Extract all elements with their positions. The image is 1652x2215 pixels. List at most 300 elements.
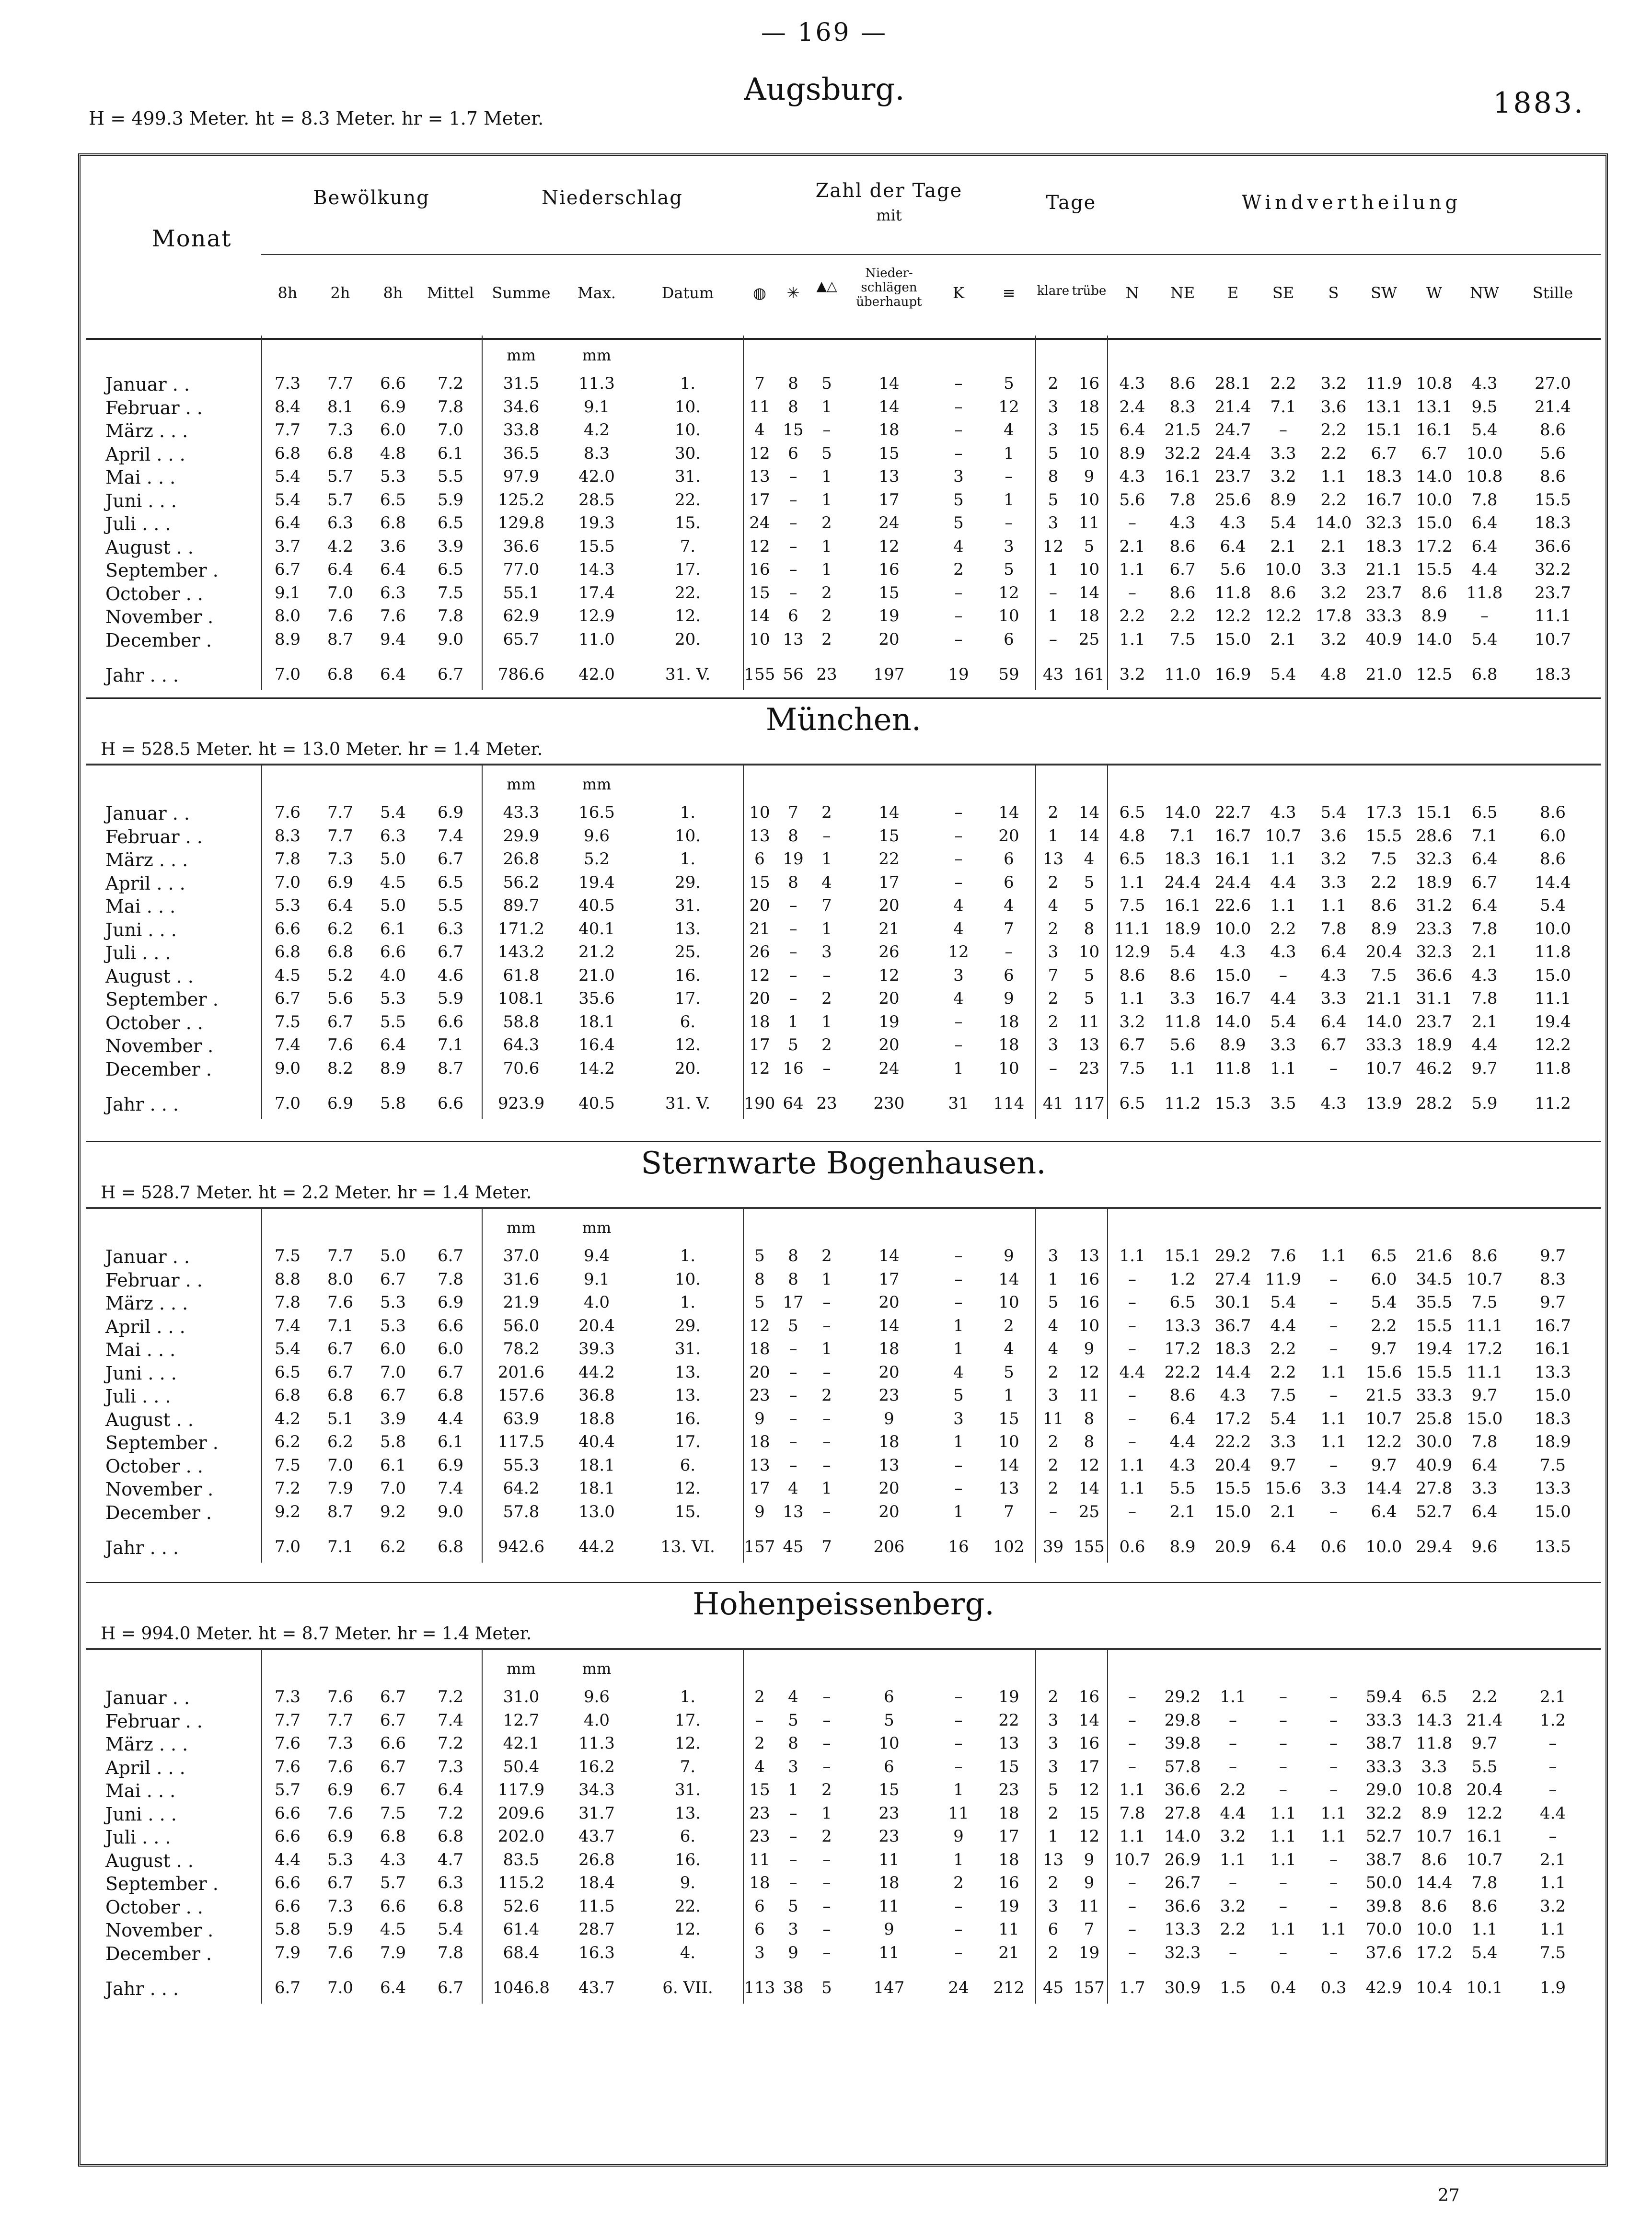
cell-wind-s: – xyxy=(1329,1710,1338,1730)
cell-wind-stille: 27.0 xyxy=(1535,374,1571,393)
cell-wind-n: 7.8 xyxy=(1119,1803,1145,1823)
cell-wind-w: 18.9 xyxy=(1416,872,1453,892)
cell-wind-n: 6.4 xyxy=(1119,420,1145,440)
cell-nied-summe: 58.8 xyxy=(503,1012,540,1032)
cell-nied-max: 44.2 xyxy=(578,1537,615,1556)
cell-nied-max: 16.3 xyxy=(578,1943,615,1962)
cell-truebe: 9 xyxy=(1084,467,1095,486)
cell-tage-niederschlag: 12 xyxy=(878,536,900,556)
cell-wind-stille: 21.4 xyxy=(1535,397,1571,417)
cell-wind-ne: 8.9 xyxy=(1169,1537,1196,1556)
cell-tage-nebel: 17 xyxy=(998,1827,1019,1846)
section-separator xyxy=(86,1582,1601,1583)
cell-wind-n: 1.7 xyxy=(1119,1978,1145,1997)
cell-truebe: 8 xyxy=(1084,1409,1095,1428)
cell-wind-ne: 8.6 xyxy=(1169,583,1196,603)
cell-bew-mittel: 4.4 xyxy=(437,1409,464,1428)
cell-tage-niederschlag: 6 xyxy=(884,1687,894,1706)
cell-tage-nebel: 12 xyxy=(998,583,1019,603)
cell-nied-max: 28.7 xyxy=(578,1920,615,1939)
cell-truebe: 10 xyxy=(1078,490,1100,510)
cell-tage-nebel: – xyxy=(1005,467,1013,486)
cell-wind-ne: 13.3 xyxy=(1164,1920,1201,1939)
cell-nied-datum: 31. xyxy=(674,896,701,915)
cell-tage-nebel: 4 xyxy=(1004,896,1014,915)
cell-tage-hagel: 2 xyxy=(821,629,832,649)
cell-wind-w: 34.5 xyxy=(1416,1269,1453,1289)
cell-bew-8h-evening: 4.3 xyxy=(380,1850,406,1869)
cell-tage-nebel: 6 xyxy=(1004,965,1014,985)
cell-bew-mittel: 7.4 xyxy=(437,826,464,846)
cell-tage-nebel: 10 xyxy=(998,1058,1019,1078)
cell-klare: 1 xyxy=(1048,1269,1059,1289)
cell-wind-w: 8.9 xyxy=(1421,1803,1447,1823)
cell-klare: 2 xyxy=(1048,1943,1059,1962)
cell-bew-2h: 7.6 xyxy=(327,1803,354,1823)
cell-wind-n: 1.1 xyxy=(1119,872,1145,892)
cell-tage-schnee: 17 xyxy=(783,1293,804,1312)
cell-wind-n: – xyxy=(1128,1920,1136,1939)
cell-tage-gewitter: – xyxy=(954,374,963,393)
cell-wind-ne: 39.8 xyxy=(1164,1734,1201,1753)
cell-wind-s: 1.1 xyxy=(1320,1827,1347,1846)
cell-wind-nw: 2.2 xyxy=(1471,1687,1498,1706)
cell-bew-2h: 6.7 xyxy=(327,1012,354,1032)
cell-nied-summe: 129.8 xyxy=(497,513,545,533)
cell-tage-nebel: 4 xyxy=(1004,420,1014,440)
cell-bew-8h: 9.1 xyxy=(274,583,301,603)
cell-tage-schnee: 9 xyxy=(788,1943,798,1962)
cell-wind-sw: 42.9 xyxy=(1365,1978,1402,1997)
cell-wind-n: 1.1 xyxy=(1119,1246,1145,1265)
table-row xyxy=(86,1059,1601,1082)
cell-tage-gewitter: 4 xyxy=(953,1362,964,1382)
cell-wind-n: 4.3 xyxy=(1119,374,1145,393)
cell-tage-schnee: – xyxy=(789,490,797,510)
cell-wind-w: 21.6 xyxy=(1416,1246,1453,1265)
cell-wind-ne: 4.3 xyxy=(1169,513,1196,533)
cell-tage-regen: 15 xyxy=(749,872,770,892)
section-separator xyxy=(86,1141,1601,1142)
cell-tage-niederschlag: 6 xyxy=(884,1757,894,1776)
cell-wind-stille: 1.2 xyxy=(1539,1710,1566,1730)
cell-bew-8h-evening: 6.4 xyxy=(380,1035,406,1055)
cell-wind-stille: 5.4 xyxy=(1539,896,1566,915)
cell-tage-regen: 4 xyxy=(754,1757,765,1776)
cell-tage-gewitter: 5 xyxy=(953,1386,964,1405)
cell-tage-hagel: 1 xyxy=(821,397,832,417)
cell-tage-schnee: 15 xyxy=(783,420,804,440)
month-label: October . . xyxy=(105,1012,203,1033)
cell-nied-datum: 10. xyxy=(674,420,701,440)
cell-tage-regen: 17 xyxy=(749,1035,770,1055)
cell-wind-nw: 5.4 xyxy=(1471,629,1498,649)
cell-tage-regen: 3 xyxy=(754,1943,765,1962)
month-label: Januar . . xyxy=(105,803,190,824)
cell-tage-nebel: 114 xyxy=(993,1094,1025,1113)
cell-nied-summe: 117.9 xyxy=(497,1780,545,1799)
cell-wind-sw: 33.3 xyxy=(1365,1035,1402,1055)
cell-wind-nw: 2.1 xyxy=(1471,942,1498,962)
month-label: Juni . . . xyxy=(105,1803,177,1825)
cell-wind-n: 7.5 xyxy=(1119,896,1145,915)
cell-tage-schnee: 8 xyxy=(788,1734,798,1753)
cell-bew-mittel: 6.9 xyxy=(437,1455,464,1475)
cell-nied-max: 31.7 xyxy=(578,1803,615,1823)
cell-klare: 2 xyxy=(1048,872,1059,892)
table-row xyxy=(86,467,1601,490)
cell-bew-8h-evening: 6.6 xyxy=(380,1896,406,1916)
cell-bew-8h-evening: 7.0 xyxy=(380,1479,406,1498)
cell-nied-max: 11.3 xyxy=(578,374,615,393)
cell-wind-stille: 15.5 xyxy=(1535,490,1571,510)
cell-wind-se: 4.3 xyxy=(1270,942,1296,962)
cell-wind-se: 5.4 xyxy=(1270,1012,1296,1032)
cell-tage-nebel: – xyxy=(1005,513,1013,533)
cell-wind-sw: 12.2 xyxy=(1365,1432,1402,1451)
cell-tage-gewitter: 4 xyxy=(953,919,964,939)
cell-klare: 1 xyxy=(1048,560,1059,579)
cell-wind-se: – xyxy=(1279,965,1287,985)
cell-bew-mittel: 6.4 xyxy=(437,1780,464,1799)
cell-wind-stille: 15.0 xyxy=(1535,1502,1571,1521)
cell-wind-sw: 2.2 xyxy=(1371,1316,1397,1335)
cell-wind-ne: 5.5 xyxy=(1169,1479,1196,1498)
cell-wind-se: 7.5 xyxy=(1270,1386,1296,1405)
cell-tage-niederschlag: 19 xyxy=(878,1012,900,1032)
cell-tage-schnee: 7 xyxy=(788,803,798,822)
cell-tage-niederschlag: 15 xyxy=(878,1780,900,1799)
cell-wind-se: 2.1 xyxy=(1270,629,1296,649)
cell-nied-summe: 56.2 xyxy=(503,872,540,892)
month-label: Jahr . . . xyxy=(105,665,179,686)
cell-wind-e: 4.3 xyxy=(1220,942,1246,962)
cell-bew-mittel: 6.7 xyxy=(437,665,464,684)
cell-wind-sw: 21.5 xyxy=(1365,1386,1402,1405)
month-label: December . xyxy=(105,1502,212,1523)
cell-klare: 39 xyxy=(1042,1537,1064,1556)
cell-wind-s: 2.2 xyxy=(1320,443,1347,463)
cell-tage-schnee: – xyxy=(789,536,797,556)
header-windvertheilung: Windvertheilung xyxy=(1241,192,1462,214)
cell-wind-sw: 15.1 xyxy=(1365,420,1402,440)
cell-tage-hagel: 3 xyxy=(821,942,832,962)
col-tage-nebel-icon: ≡ xyxy=(1002,284,1016,302)
cell-wind-nw: 7.8 xyxy=(1471,490,1498,510)
cell-bew-2h: 7.6 xyxy=(327,1035,354,1055)
total-row xyxy=(86,1094,1601,1117)
cell-wind-se: – xyxy=(1279,1757,1287,1776)
cell-klare: 3 xyxy=(1048,397,1059,417)
cell-tage-schnee: 5 xyxy=(788,1710,798,1730)
cell-nied-summe: 31.6 xyxy=(503,1269,540,1289)
cell-wind-nw: 4.4 xyxy=(1471,560,1498,579)
cell-nied-summe: 942.6 xyxy=(497,1537,545,1556)
cell-tage-nebel: 212 xyxy=(993,1978,1025,1997)
header-monat: Monat xyxy=(151,225,232,252)
cell-nied-datum: 13. VI. xyxy=(660,1537,715,1556)
cell-truebe: 161 xyxy=(1074,665,1105,684)
cell-wind-w: 6.5 xyxy=(1421,1687,1447,1706)
table-row xyxy=(86,397,1601,420)
cell-tage-nebel: 18 xyxy=(998,1850,1019,1869)
cell-wind-stille: 1.9 xyxy=(1539,1978,1566,1997)
table-row xyxy=(86,1711,1601,1734)
cell-tage-schnee: – xyxy=(789,1386,797,1405)
cell-wind-se: 0.4 xyxy=(1270,1978,1296,1997)
cell-wind-stille: 8.6 xyxy=(1539,849,1566,869)
cell-wind-n: 1.1 xyxy=(1119,989,1145,1008)
month-label: Juni . . . xyxy=(105,1362,177,1384)
cell-tage-niederschlag: 23 xyxy=(878,1803,900,1823)
cell-wind-w: 17.2 xyxy=(1416,1943,1453,1962)
cell-tage-schnee: 8 xyxy=(788,872,798,892)
cell-wind-se: 2.2 xyxy=(1270,1339,1296,1358)
cell-bew-mittel: 6.8 xyxy=(437,1896,464,1916)
cell-wind-se: – xyxy=(1279,1780,1287,1799)
cell-wind-sw: 29.0 xyxy=(1365,1780,1402,1799)
cell-nied-datum: 31. V. xyxy=(665,665,711,684)
cell-wind-w: 8.9 xyxy=(1421,606,1447,626)
cell-tage-gewitter: – xyxy=(954,629,963,649)
cell-tage-nebel: 7 xyxy=(1004,919,1014,939)
cell-bew-mittel: 5.5 xyxy=(437,467,464,486)
cell-klare: 2 xyxy=(1048,1687,1059,1706)
cell-wind-se: 15.6 xyxy=(1265,1479,1302,1498)
cell-wind-n: 2.4 xyxy=(1119,397,1145,417)
cell-tage-gewitter: – xyxy=(954,1455,963,1475)
cell-wind-nw: 6.8 xyxy=(1471,665,1498,684)
cell-wind-e: – xyxy=(1229,1734,1237,1753)
cell-tage-gewitter: – xyxy=(954,1896,963,1916)
total-row xyxy=(86,665,1601,688)
cell-bew-mittel: 5.4 xyxy=(437,1920,464,1939)
cell-wind-s: 1.1 xyxy=(1320,1432,1347,1451)
cell-tage-nebel: 7 xyxy=(1004,1502,1014,1521)
cell-tage-nebel: 1 xyxy=(1004,490,1014,510)
cell-bew-8h-evening: 5.3 xyxy=(380,467,406,486)
cell-wind-n: 2.2 xyxy=(1119,606,1145,626)
cell-wind-sw: 15.5 xyxy=(1365,826,1402,846)
cell-wind-se: 3.3 xyxy=(1270,1432,1296,1451)
cell-wind-stille: 10.0 xyxy=(1535,919,1571,939)
cell-wind-s: 6.7 xyxy=(1320,1035,1347,1055)
cell-tage-nebel: 4 xyxy=(1004,1339,1014,1358)
cell-truebe: 4 xyxy=(1084,849,1095,869)
cell-tage-schnee: 13 xyxy=(783,629,804,649)
cell-bew-2h: 5.6 xyxy=(327,989,354,1008)
cell-wind-n: 4.3 xyxy=(1119,467,1145,486)
cell-bew-mittel: 6.9 xyxy=(437,803,464,822)
col-wind-stille: Stille xyxy=(1532,284,1573,302)
cell-wind-s: – xyxy=(1329,1386,1338,1405)
cell-truebe: 10 xyxy=(1078,1316,1100,1335)
cell-wind-se: 1.1 xyxy=(1270,1850,1296,1869)
cell-tage-niederschlag: 20 xyxy=(878,896,900,915)
cell-bew-2h: 8.7 xyxy=(327,1502,354,1521)
section-meta: H = 994.0 Meter. ht = 8.7 Meter. hr = 1.4 Meter. xyxy=(101,1624,532,1644)
cell-nied-summe: 117.5 xyxy=(497,1432,545,1451)
cell-nied-max: 36.8 xyxy=(578,1386,615,1405)
cell-tage-hagel: – xyxy=(822,1850,831,1869)
cell-truebe: 117 xyxy=(1074,1094,1105,1113)
cell-tage-niederschlag: 147 xyxy=(873,1978,905,1997)
col-wind-s: S xyxy=(1328,284,1339,302)
cell-truebe: 7 xyxy=(1084,1920,1095,1939)
cell-bew-mittel: 6.6 xyxy=(437,1094,464,1113)
cell-nied-datum: 12. xyxy=(674,1479,701,1498)
cell-wind-stille: 14.4 xyxy=(1535,872,1571,892)
cell-bew-8h: 3.7 xyxy=(274,536,301,556)
cell-wind-n: 0.6 xyxy=(1119,1537,1145,1556)
cell-tage-regen: 7 xyxy=(754,374,765,393)
cell-wind-e: 3.2 xyxy=(1220,1896,1246,1916)
cell-wind-nw: 5.4 xyxy=(1471,420,1498,440)
cell-bew-8h: 9.0 xyxy=(274,1058,301,1078)
cell-truebe: 10 xyxy=(1078,443,1100,463)
cell-wind-nw: 17.2 xyxy=(1466,1339,1503,1358)
cell-wind-se: – xyxy=(1279,1734,1287,1753)
cell-tage-hagel: – xyxy=(822,1362,831,1382)
cell-wind-s: 2.1 xyxy=(1320,536,1347,556)
cell-wind-ne: 7.8 xyxy=(1169,490,1196,510)
table-row xyxy=(86,374,1601,397)
month-label: Mai . . . xyxy=(105,467,176,488)
cell-bew-mittel: 7.8 xyxy=(437,1943,464,1962)
table-row xyxy=(86,1456,1601,1479)
cell-wind-stille: 5.6 xyxy=(1539,443,1566,463)
cell-bew-8h-evening: 5.4 xyxy=(380,803,406,822)
cell-wind-ne: 21.5 xyxy=(1164,420,1201,440)
cell-wind-ne: 4.3 xyxy=(1169,1455,1196,1475)
cell-nied-max: 9.1 xyxy=(583,1269,610,1289)
cell-wind-nw: 7.1 xyxy=(1471,826,1498,846)
cell-wind-n: – xyxy=(1128,1734,1136,1753)
cell-wind-se: 2.2 xyxy=(1270,374,1296,393)
cell-nied-max: 40.5 xyxy=(578,896,615,915)
cell-tage-gewitter: 19 xyxy=(948,665,969,684)
cell-tage-nebel: 15 xyxy=(998,1757,1019,1776)
cell-nied-datum: 31. V. xyxy=(665,1094,711,1113)
cell-tage-schnee: – xyxy=(789,1409,797,1428)
cell-tage-schnee: 13 xyxy=(783,1502,804,1521)
cell-wind-e: 3.2 xyxy=(1220,1827,1246,1846)
cell-bew-2h: 7.9 xyxy=(327,1479,354,1498)
table-row xyxy=(86,1873,1601,1896)
cell-tage-nebel: 1 xyxy=(1004,443,1014,463)
cell-tage-gewitter: 2 xyxy=(953,560,964,579)
month-label: Mai . . . xyxy=(105,1780,176,1801)
cell-wind-w: 10.4 xyxy=(1416,1978,1453,1997)
cell-wind-e: – xyxy=(1229,1943,1237,1962)
month-label: Januar . . xyxy=(105,374,190,395)
cell-tage-schnee: 1 xyxy=(788,1780,798,1799)
cell-bew-8h-evening: 4.5 xyxy=(380,1920,406,1939)
cell-wind-sw: 16.7 xyxy=(1365,490,1402,510)
cell-bew-2h: 5.7 xyxy=(327,467,354,486)
table-row xyxy=(86,1432,1601,1455)
cell-tage-regen: – xyxy=(755,1710,764,1730)
cell-tage-niederschlag: 11 xyxy=(878,1896,900,1916)
cell-wind-sw: 70.0 xyxy=(1365,1920,1402,1939)
cell-truebe: 12 xyxy=(1078,1362,1100,1382)
table-row xyxy=(86,606,1601,629)
cell-wind-ne: 32.2 xyxy=(1164,443,1201,463)
cell-nied-summe: 55.1 xyxy=(503,583,540,603)
cell-bew-8h: 6.4 xyxy=(274,513,301,533)
cell-truebe: 16 xyxy=(1078,1269,1100,1289)
cell-tage-hagel: – xyxy=(822,1316,831,1335)
cell-wind-ne: 4.4 xyxy=(1169,1432,1196,1451)
cell-nied-summe: 33.8 xyxy=(503,420,540,440)
cell-wind-e: 15.5 xyxy=(1214,1479,1251,1498)
cell-tage-schnee: 64 xyxy=(783,1094,804,1113)
cell-tage-hagel: 5 xyxy=(821,443,832,463)
cell-wind-e: 4.4 xyxy=(1220,1803,1246,1823)
cell-klare: – xyxy=(1049,629,1057,649)
table-row xyxy=(86,1897,1601,1920)
section-title: Sternwarte Bogenhausen. xyxy=(641,1146,1046,1181)
cell-wind-e: 16.9 xyxy=(1214,665,1251,684)
cell-bew-8h-evening: 6.7 xyxy=(380,1710,406,1730)
cell-tage-niederschlag: 22 xyxy=(878,849,900,869)
cell-wind-sw: 10.7 xyxy=(1365,1409,1402,1428)
table-row xyxy=(86,1479,1601,1502)
cell-wind-ne: 7.5 xyxy=(1169,629,1196,649)
cell-bew-8h-evening: 6.1 xyxy=(380,1455,406,1475)
cell-wind-e: 22.7 xyxy=(1214,803,1251,822)
cell-wind-n: 4.4 xyxy=(1119,1362,1145,1382)
cell-nied-datum: 29. xyxy=(674,1316,701,1335)
cell-bew-mittel: 6.8 xyxy=(437,1827,464,1846)
table-row xyxy=(86,1012,1601,1035)
cell-nied-summe: 201.6 xyxy=(497,1362,545,1382)
cell-nied-datum: 1. xyxy=(680,849,696,869)
cell-nied-summe: 65.7 xyxy=(503,629,540,649)
cell-wind-sw: 20.4 xyxy=(1365,942,1402,962)
cell-wind-ne: 1.1 xyxy=(1169,1058,1196,1078)
total-row xyxy=(86,1978,1601,2001)
cell-wind-e: – xyxy=(1229,1873,1237,1892)
table-row xyxy=(86,826,1601,849)
cell-truebe: 23 xyxy=(1078,1058,1100,1078)
cell-tage-nebel: 16 xyxy=(998,1873,1019,1892)
cell-wind-w: 10.8 xyxy=(1416,1780,1453,1799)
col-nied-datum: Datum xyxy=(661,284,714,302)
cell-wind-stille: – xyxy=(1548,1734,1557,1753)
cell-tage-niederschlag: 5 xyxy=(884,1710,894,1730)
cell-tage-regen: 18 xyxy=(749,1339,770,1358)
cell-wind-s: 3.2 xyxy=(1320,629,1347,649)
cell-nied-summe: 42.1 xyxy=(503,1734,540,1753)
cell-wind-stille: 13.3 xyxy=(1535,1479,1571,1498)
cell-bew-2h: 7.0 xyxy=(327,583,354,603)
cell-nied-max: 42.0 xyxy=(578,467,615,486)
cell-bew-8h-evening: 5.0 xyxy=(380,896,406,915)
cell-wind-se: 9.7 xyxy=(1270,1455,1296,1475)
cell-bew-8h: 5.4 xyxy=(274,467,301,486)
cell-tage-gewitter: 1 xyxy=(953,1432,964,1451)
cell-wind-ne: 5.6 xyxy=(1169,1035,1196,1055)
cell-klare: – xyxy=(1049,1058,1057,1078)
cell-wind-ne: 16.1 xyxy=(1164,896,1201,915)
cell-wind-n: 6.5 xyxy=(1119,849,1145,869)
cell-nied-summe: 63.9 xyxy=(503,1409,540,1428)
cell-bew-8h: 6.6 xyxy=(274,1896,301,1916)
cell-bew-mittel: 6.9 xyxy=(437,1293,464,1312)
cell-tage-niederschlag: 15 xyxy=(878,826,900,846)
cell-tage-schnee: – xyxy=(789,989,797,1008)
